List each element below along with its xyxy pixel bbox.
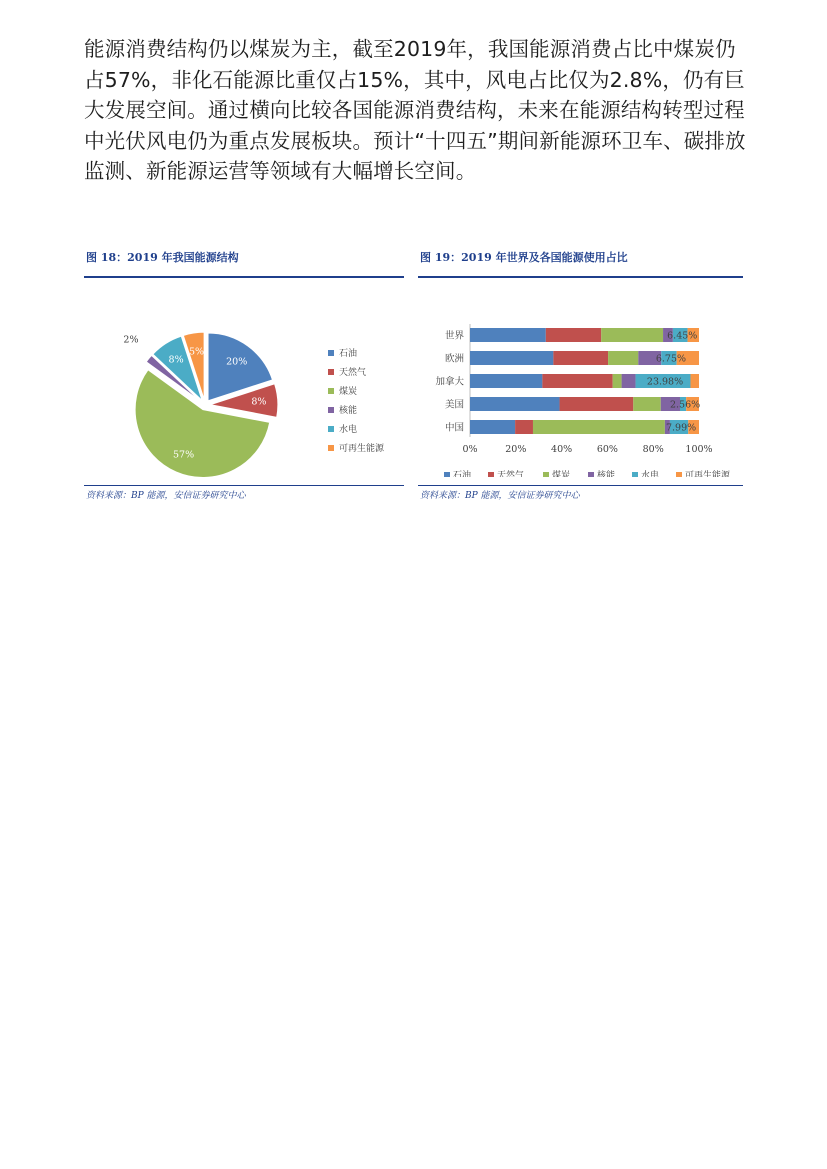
bar-segment-石油 — [470, 397, 560, 411]
bar-data-label: 23.98% — [646, 376, 684, 388]
legend-swatch — [488, 472, 494, 477]
legend-swatch — [328, 350, 334, 356]
pie-chart — [84, 278, 404, 477]
figure-19 — [418, 248, 743, 503]
bar-segment-核能 — [622, 374, 636, 388]
figure-19-bottom-rule — [418, 485, 743, 486]
legend-label: 煤炭 — [339, 387, 358, 397]
legend-label: 石油 — [339, 349, 358, 359]
bar-segment-天然气 — [546, 328, 601, 342]
figure-18 — [84, 248, 404, 503]
legend-swatch — [328, 445, 334, 451]
figure-18-bottom-rule — [84, 485, 404, 486]
pie-data-label: 8% — [251, 396, 267, 408]
category-label: 美国 — [444, 399, 464, 411]
legend-swatch — [328, 369, 334, 375]
bar-data-label: 6.75% — [655, 353, 687, 365]
bar-segment-可再生能源 — [690, 374, 699, 388]
legend-swatch — [328, 426, 334, 432]
figure-19-source: 资料来源：BP 能源，安信证券研究中心 — [420, 491, 580, 501]
legend-swatch — [543, 472, 549, 477]
pie-data-label: 5% — [189, 346, 205, 358]
bar-segment-石油 — [470, 420, 515, 434]
body-paragraph: 能源消费结构仍以煤炭为主，截至2019年，我国能源消费占比中煤炭仍占57%，非化石能源比重仅占15%，其中，风电占比仅为2.8%，仍有巨大发展空间。通过横向比较各国能源消费结构，未来在能源结构转型过程中光伏风电仍为重点发展板块。预计“十四五”期间新能源环卫车、碳排放监测、新能源运营等领域有大幅增长空间。 — [84, 37, 746, 183]
bar-segment-煤炭 — [533, 420, 665, 434]
legend-swatch — [632, 472, 638, 477]
bar-segment-煤炭 — [613, 374, 622, 388]
bar-segment-天然气 — [560, 397, 634, 411]
legend-label: 煤炭 — [552, 471, 571, 477]
bar-segment-天然气 — [515, 420, 533, 434]
category-label: 中国 — [444, 422, 464, 434]
x-tick-label: 100% — [685, 444, 713, 455]
legend-label: 天然气 — [339, 368, 367, 378]
bar-segment-煤炭 — [608, 351, 638, 365]
legend-label: 天然气 — [497, 471, 525, 477]
bar-segment-煤炭 — [633, 397, 660, 411]
pie-data-label: 8% — [168, 354, 184, 366]
legend-label: 可再生能源 — [685, 471, 731, 477]
pie-data-label: 57% — [173, 449, 195, 461]
bar-chart-area — [418, 278, 743, 477]
x-tick-label: 80% — [642, 444, 664, 455]
category-label: 世界 — [444, 330, 464, 342]
legend-swatch — [444, 472, 450, 477]
figure-18-title: 图 18：2019 年我国能源结构 — [86, 251, 239, 264]
legend-label: 水电 — [641, 471, 660, 477]
category-label: 欧洲 — [444, 353, 464, 365]
bar-segment-煤炭 — [601, 328, 663, 342]
legend-swatch — [328, 407, 334, 413]
pie-data-label: 20% — [226, 356, 248, 368]
stacked-bar-chart — [418, 278, 743, 477]
pie-data-label: 2% — [123, 334, 139, 346]
category-label: 加拿大 — [435, 376, 464, 388]
legend-swatch — [328, 388, 334, 394]
bar-segment-石油 — [470, 328, 546, 342]
bar-data-label: 7.99% — [665, 422, 697, 434]
legend-swatch — [588, 472, 594, 477]
x-tick-label: 40% — [551, 444, 573, 455]
x-tick-label: 0% — [462, 444, 478, 455]
bar-segment-石油 — [470, 351, 553, 365]
bar-data-label: 2.56% — [669, 399, 701, 411]
legend-label: 核能 — [339, 406, 358, 416]
bar-data-label: 6.45% — [667, 330, 698, 342]
x-tick-label: 20% — [505, 444, 527, 455]
legend-label: 石油 — [453, 471, 472, 477]
figure-19-title: 图 19：2019 年世界及各国能源使用占比 — [420, 251, 628, 264]
legend-label: 可再生能源 — [339, 444, 385, 454]
bar-segment-石油 — [470, 374, 542, 388]
bar-segment-天然气 — [553, 351, 608, 365]
x-tick-label: 60% — [596, 444, 618, 455]
pie-chart-area — [84, 278, 404, 477]
legend-swatch — [676, 472, 682, 477]
figure-18-source: 资料来源：BP 能源，安信证券研究中心 — [86, 491, 246, 501]
legend-label: 水电 — [339, 425, 358, 435]
legend-label: 核能 — [597, 471, 616, 477]
bar-segment-天然气 — [542, 374, 612, 388]
